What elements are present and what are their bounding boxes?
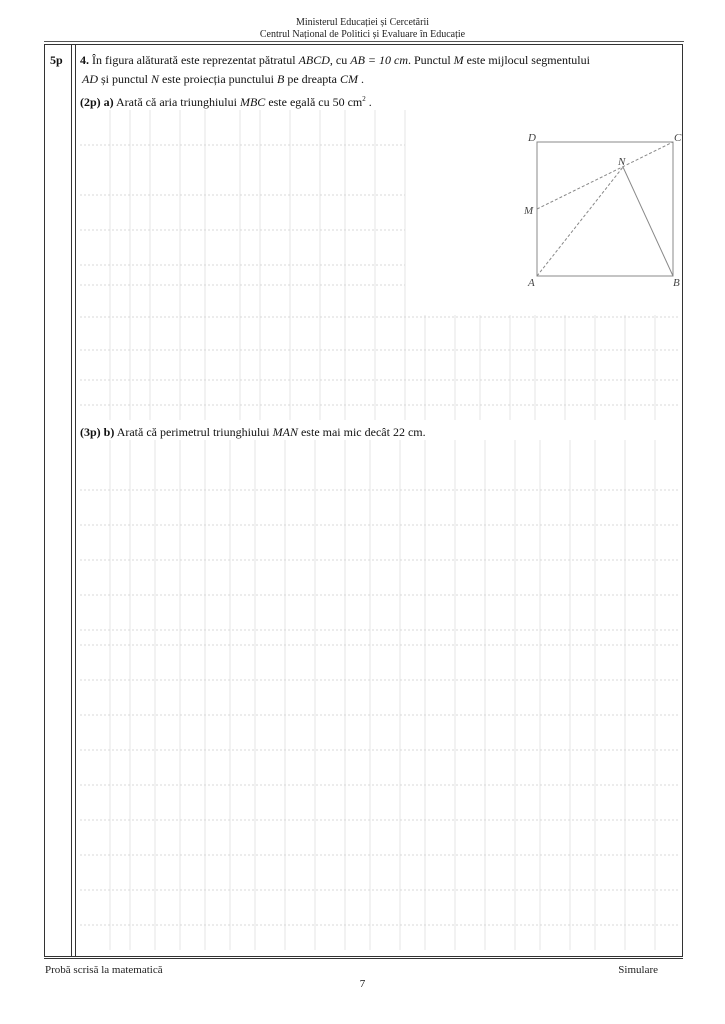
statement-text: este mijlocul segmentului <box>466 53 590 67</box>
part-b-question <box>80 425 426 439</box>
problem-statement-line1 <box>80 53 590 67</box>
page-number: 7 <box>359 978 366 990</box>
area-value: 50 cm <box>332 95 363 109</box>
label-m: M <box>524 205 534 217</box>
point-n: N <box>151 72 160 86</box>
statement-text: . <box>360 72 364 86</box>
label-n: N <box>618 156 626 168</box>
statement-text: În figura alăturată este reprezentat pătratul <box>92 53 296 67</box>
part-a-question <box>80 92 372 109</box>
segment-bn <box>623 167 673 276</box>
part-a-text: Arată că aria triunghiului <box>116 95 237 109</box>
points-column-separator <box>71 44 72 957</box>
statement-text: pe dreapta <box>287 72 337 86</box>
statement-text: . Punctul <box>407 53 451 67</box>
label-d: D <box>528 132 536 144</box>
triangle-mbc: MBC <box>239 95 266 109</box>
problem-number: 4. <box>80 53 89 67</box>
footer-session: Simulare <box>618 964 658 976</box>
part-a-points: (2p) <box>80 95 101 109</box>
header-rule <box>44 41 684 42</box>
area-exponent: 2 <box>362 95 366 103</box>
label-c: C <box>674 132 682 144</box>
side-length: AB = 10 cm <box>350 53 408 67</box>
part-b-points: (3p) <box>80 425 101 439</box>
triangle-man: MAN <box>272 425 298 439</box>
square-figure <box>520 128 690 293</box>
label-a: A <box>528 277 535 289</box>
point-m: M <box>453 53 464 67</box>
segment-an <box>537 167 623 276</box>
label-b: B <box>673 277 680 289</box>
part-b-text: Arată că perimetrul triunghiului <box>116 425 270 439</box>
segment-mc <box>537 142 673 209</box>
part-a-text: . <box>368 95 372 109</box>
header-ministry: Ministerul Educației și Cercetării <box>295 17 429 28</box>
statement-text: este proiecția punctului <box>162 72 274 86</box>
points-column-separator-inner <box>75 44 76 957</box>
problem-statement-line2 <box>82 72 364 86</box>
square-abcd <box>537 142 673 276</box>
footer-exam-name: Probă scrisă la matematică <box>45 964 163 976</box>
statement-text: și punctul <box>101 72 148 86</box>
part-b-letter: b) <box>103 425 115 439</box>
part-b-text: este mai mic decât 22 cm. <box>300 425 426 439</box>
line-cm: CM <box>339 72 358 86</box>
header-center: Centrul Național de Politici și Evaluare în Educație <box>259 29 466 40</box>
part-a-text: este egală cu <box>268 95 330 109</box>
frame-bottom-rule <box>44 958 683 959</box>
square-name: ABCD <box>298 53 330 67</box>
problem-points: 5p <box>50 53 63 67</box>
part-a-letter: a) <box>103 95 114 109</box>
statement-text: , cu <box>329 53 348 67</box>
point-b: B <box>276 72 285 86</box>
answer-grid-b[interactable] <box>80 440 680 950</box>
segment-ad: AD <box>82 72 98 86</box>
